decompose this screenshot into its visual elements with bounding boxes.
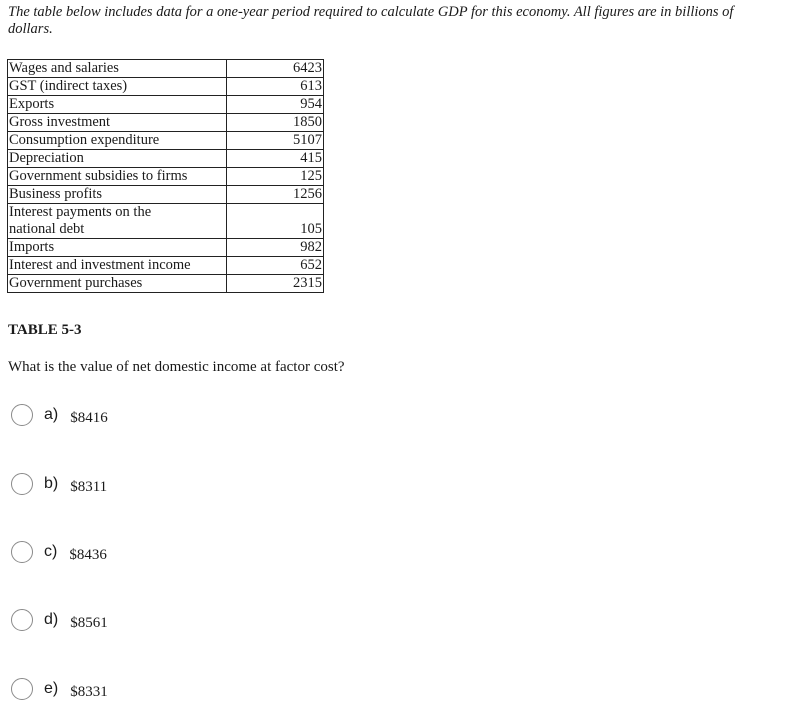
table-row [8, 275, 324, 293]
row-value: 125 [227, 168, 324, 186]
radio-button[interactable] [11, 473, 33, 495]
row-value: 2315 [227, 275, 324, 293]
row-value: 1256 [227, 186, 324, 204]
option-letter: c) [44, 543, 58, 560]
question-intro: The table below includes data for a one-year period required to calculate GDP for this economy. All figures are in billions of dollars. [8, 4, 734, 37]
row-label: Consumption expenditure [8, 132, 227, 150]
row-value: 5107 [227, 132, 324, 150]
row-value: 1850 [227, 114, 324, 132]
table-row [8, 60, 324, 78]
row-value: 6423 [227, 60, 324, 78]
option-letter: d) [44, 611, 59, 628]
option-letter: a) [44, 406, 59, 423]
row-value: 613 [227, 78, 324, 96]
row-label: Wages and salaries [8, 60, 227, 78]
option-value: $8436 [69, 546, 107, 563]
radio-button[interactable] [11, 678, 33, 700]
row-value: 652 [227, 257, 324, 275]
radio-button[interactable] [11, 404, 33, 426]
table-row [8, 96, 324, 114]
table-row [8, 132, 324, 150]
row-label: Business profits [8, 186, 227, 204]
answer-option-a[interactable] [11, 404, 108, 426]
radio-button[interactable] [11, 609, 33, 631]
table-caption: TABLE 5-3 [8, 322, 82, 338]
row-label: Government subsidies to firms [8, 168, 227, 186]
radio-button[interactable] [11, 541, 33, 563]
answer-option-e[interactable] [11, 678, 108, 700]
row-value: 982 [227, 239, 324, 257]
option-value: $8561 [70, 614, 108, 631]
row-label: Gross investment [8, 114, 227, 132]
row-value: 954 [227, 96, 324, 114]
question-text: What is the value of net domestic income at factor cost? [8, 359, 345, 375]
gdp-data-table [7, 59, 324, 293]
option-value: $8311 [70, 478, 108, 495]
row-label: Government purchases [8, 275, 227, 293]
option-letter: b) [44, 475, 59, 492]
table-row [8, 257, 324, 275]
table-row [8, 204, 324, 239]
row-label: Interest payments on the national debt [8, 204, 227, 239]
row-label: Imports [8, 239, 227, 257]
row-label: Interest and investment income [8, 257, 227, 275]
row-value: 105 [227, 204, 324, 239]
row-label: Exports [8, 96, 227, 114]
row-label: GST (indirect taxes) [8, 78, 227, 96]
answer-option-b[interactable] [11, 473, 107, 495]
table-row [8, 186, 324, 204]
table-row [8, 239, 324, 257]
table-row [8, 114, 324, 132]
answer-option-c[interactable] [11, 541, 107, 563]
row-label: Depreciation [8, 150, 227, 168]
answer-option-d[interactable] [11, 609, 108, 631]
option-letter: e) [44, 680, 59, 697]
row-value: 415 [227, 150, 324, 168]
table-row [8, 150, 324, 168]
table-row [8, 168, 324, 186]
table-row [8, 78, 324, 96]
option-value: $8416 [70, 409, 108, 426]
option-value: $8331 [70, 683, 108, 700]
